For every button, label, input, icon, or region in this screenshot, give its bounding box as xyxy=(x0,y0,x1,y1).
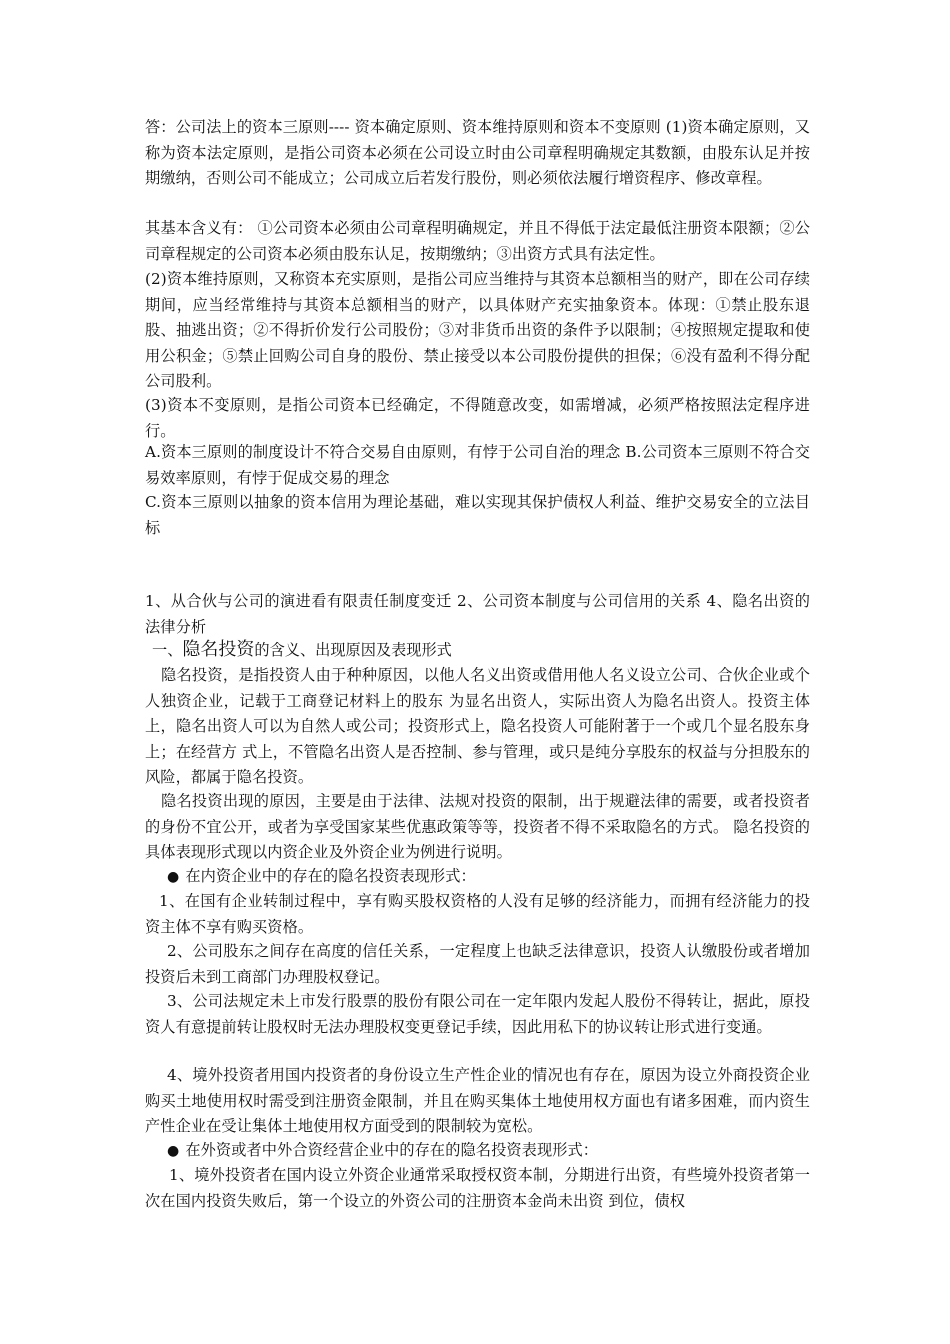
domestic-item-1: 1、在国有企业转制过程中，享有购买股权资格的人没有足够的经济能力，而拥有经济能力的投资主体不享有购买资格。 xyxy=(145,892,810,936)
definition-paragraph: 隐名投资，是指投资人由于种种原因，以他人名义出资或借用他人名义设立公司、合伙企业或个人独资企业，记载于工商登记材料上的股东 为显名出资人，实际出资人为隐名出资人。投资主体上，隐名出资人可以为自然人或公司；投资形式上，隐名投资人可能附著于一个或几个显名股东身上；在经营方 式上，不管隐名出资人是否控制、参与管理，或只是纯分享股东的权益与分担股东的风险，都属于隐名投资。 xyxy=(145,666,810,787)
bullet-icon: ● xyxy=(167,1143,180,1159)
foreign-item-1: 1、境外投资者在国内设立外资企业通常采取授权资本制，分期进行出资，有些境外投资者第一次在国内投资失败后，第一个设立的外资公司的注册资本金尚未出资 到位，债权 xyxy=(145,1166,810,1210)
bullet-domestic xyxy=(145,864,810,891)
topics-list-paragraph: 1、从合伙与公司的演进看有限责任制度变迁 2、公司资本制度与公司信用的关系 4、隐名出资的法律分析 xyxy=(145,592,810,636)
critique-a-b-paragraph: A.资本三原则的制度设计不符合交易自由原则，有悖于公司自治的理念 B.公司资本三原则不符合交易效率原则，有悖于促成交易的理念 xyxy=(145,443,810,487)
capital-maintenance-paragraph: (2)资本维持原则，又称资本充实原则，是指公司应当维持与其资本总额相当的财产，即在公司存续期间，应当经常维持与其资本总额相当的财产，以具体财产充实抽象资本。体现：①禁止股东退股、抽逃出资；②不得折价发行公司股份；③对非货币出资的条件予以限制；④按照规定提取和使用公积金；⑤禁止回购公司自身的股份、禁止接受以本公司股份提供的担保；⑥没有盈利不得分配公司股利。 xyxy=(145,270,810,391)
domestic-item-2: 2、公司股东之间存在高度的信任关系，一定程度上也缺乏法律意识，投资人认缴股份或者增加投资后未到工商部门办理股权登记。 xyxy=(145,942,810,986)
critique-c-paragraph: C.资本三原则以抽象的资本信用为理论基础，难以实现其保护债权人利益、维护交易安全的立法目标 xyxy=(145,493,810,537)
heading-keyword: 隐名投资 xyxy=(182,639,255,660)
capital-invariance-paragraph: (3)资本不变原则，是指公司资本已经确定，不得随意改变，如需增减，必须严格按照法定程序进行。 xyxy=(145,396,810,440)
bullet-foreign-label: 在外资或者中外合资经营企业中的存在的隐名投资表现形式： xyxy=(185,1141,599,1159)
heading-prefix: 一、 xyxy=(152,641,183,659)
basic-meaning-paragraph: 其基本含义有： ①公司资本必须由公司章程明确规定，并且不得低于法定最低注册资本限额；②公司章程规定的公司资本必须由股东认足，按期缴纳；③出资方式具有法定性。 xyxy=(145,219,810,263)
reason-paragraph: 隐名投资出现的原因，主要是由于法律、法规对投资的限制，出于规避法律的需要，或者投资者的身份不宜公开，或者为享受国家某些优惠政策等等，投资者不得不采取隐名的方式。 隐名投资的具体表现形式现以内资企业及外资企业为例进行说明。 xyxy=(145,792,810,862)
answer-paragraph-capital-principles: 答：公司法上的资本三原则---- 资本确定原则、资本维持原则和资本不变原则 (1)资本确定原则，又称为资本法定原则，是指公司资本必须在公司设立时由公司章程明确规定其数额，由股东认足并按期缴纳，否则公司不能成立；公司成立后若发行股份，则必须依法履行增资程序、修改章程。 xyxy=(145,118,810,188)
bullet-icon: ● xyxy=(167,869,180,885)
section-heading xyxy=(152,637,802,664)
domestic-item-4: 4、境外投资者用国内投资者的身份设立生产性企业的情况也有存在，原因为设立外商投资企业购买土地使用权时需受到注册资金限制，并且在购买集体土地使用权方面也有诸多困难，而内资生产性企业在受让集体土地使用权方面受到的限制较为宽松。 xyxy=(145,1066,810,1136)
heading-rest: 的含义、出现原因及表现形式 xyxy=(254,641,452,659)
bullet-domestic-label: 在内资企业中的存在的隐名投资表现形式： xyxy=(185,867,476,885)
bullet-foreign xyxy=(145,1138,810,1165)
domestic-item-3: 3、公司法规定未上市发行股票的股份有限公司在一定年限内发起人股份不得转让，据此，原投资人有意提前转让股权时无法办理股权变更登记手续，因此用私下的协议转让形式进行变通。 xyxy=(145,992,810,1036)
